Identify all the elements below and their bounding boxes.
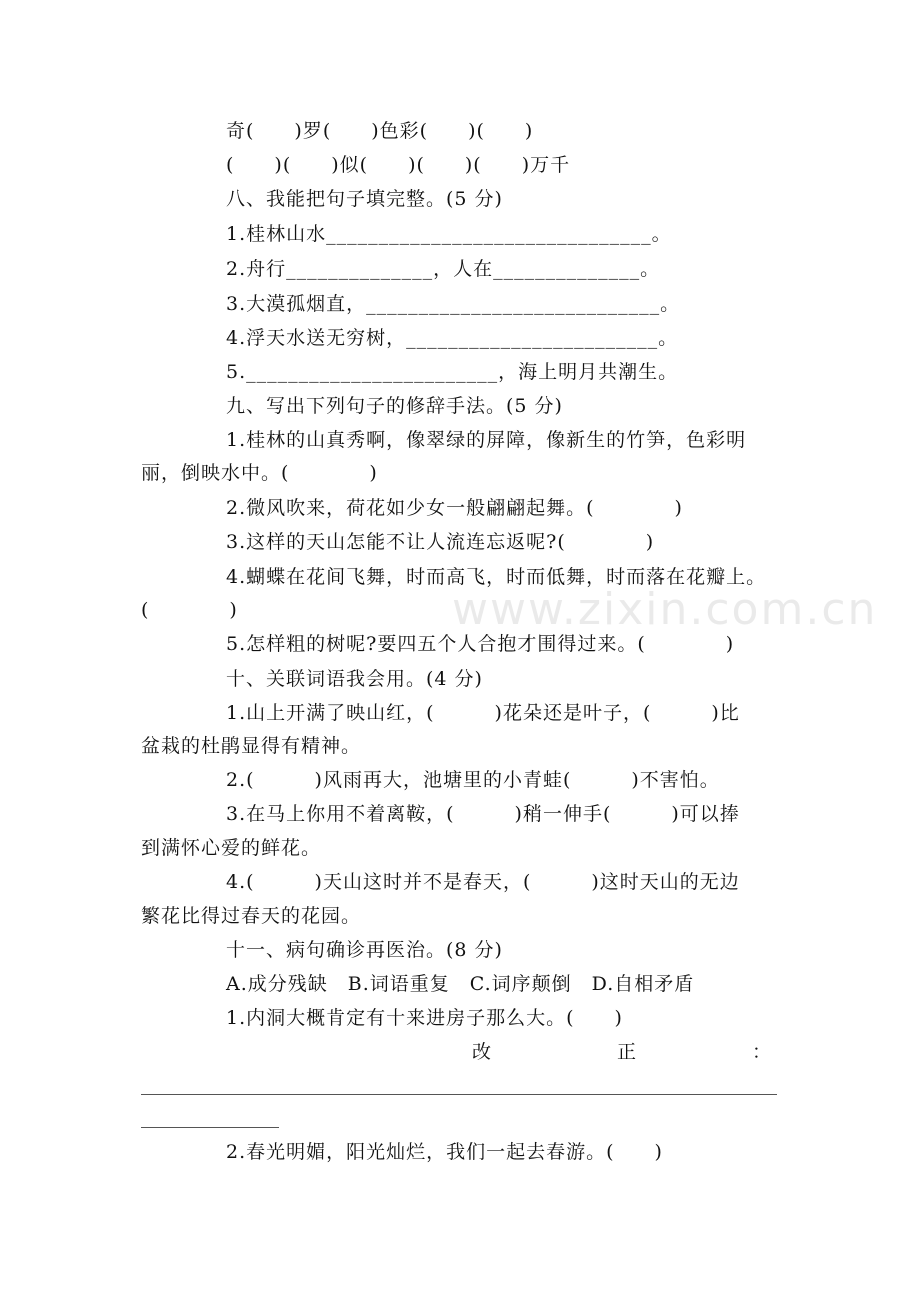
section-11-heading: 十一、病句确诊再医治。(8 分) (226, 939, 503, 961)
section-8-heading: 八、我能把句子填完整。(5 分) (226, 188, 503, 210)
section-8-item-5: 5.________________________，海上明月共潮生。 (226, 361, 679, 383)
section-10-item-3-cont: 到满怀心爱的鲜花。 (141, 837, 322, 859)
correction-label-colon: ： (752, 1041, 773, 1063)
section-10-item-1-cont: 盆栽的杜鹃显得有精神。 (141, 735, 362, 757)
section-10-item-1: 1.山上开满了映山红，( )花朵还是叶子，( )比 (226, 702, 740, 724)
section-10-item-3: 3.在马上你用不着离鞍，( )稍一伸手( )可以捧 (226, 803, 740, 825)
section-9-item-5: 5.怎样粗的树呢?要四五个人合抱才围得过来。( ) (226, 633, 735, 655)
section-9-item-3: 3.这样的天山怎能不让人流连忘返呢?( ) (226, 531, 655, 553)
section-11-item-1: 1.内洞大概肯定有十来进房子那么大。( ) (226, 1007, 623, 1029)
section-11-options: A.成分残缺 B.词语重复 C.词序颠倒 D.自相矛盾 (226, 973, 695, 995)
section-8-item-1: 1.桂林山水_______________________________。 (226, 223, 672, 245)
section-9-heading: 九、写出下列句子的修辞手法。(5 分) (226, 395, 563, 417)
correction-answer-line (141, 1094, 777, 1095)
section-10-item-4: 4.( )天山这时并不是春天，( )这时天山的无边 (226, 871, 740, 893)
section-8-item-4: 4.浮天水送无穷树，________________________。 (226, 327, 679, 349)
idiom-fill-line-2: ( )( )似( )( )( )万千 (226, 154, 571, 176)
section-10-item-2: 2.( )风雨再大，池塘里的小青蛙( )不害怕。 (226, 769, 720, 791)
section-9-item-1: 1.桂林的山真秀啊，像翠绿的屏障，像新生的竹笋，色彩明 (226, 429, 747, 451)
section-10-item-4-cont: 繁花比得过春天的花园。 (141, 905, 362, 927)
section-8-item-3: 3.大漠孤烟直，____________________________。 (226, 293, 681, 315)
section-11-item-2: 2.春光明媚，阳光灿烂，我们一起去春游。( ) (226, 1141, 663, 1163)
watermark: www.zixin.com.cn (452, 584, 878, 635)
correction-label-zheng: 正 (617, 1041, 638, 1063)
section-9-item-2: 2.微风吹来，荷花如少女一般翩翩起舞。( ) (226, 497, 683, 519)
section-9-item-1-cont: 丽，倒映水中。( ) (141, 462, 378, 484)
section-10-heading: 十、关联词语我会用。(4 分) (226, 668, 483, 690)
section-8-item-2: 2.舟行______________，人在______________。 (226, 258, 661, 280)
section-9-item-4: 4.蝴蝶在花间飞舞，时而高飞，时而低舞，时而落在花瓣上。 (226, 566, 767, 588)
idiom-fill-line-1: 奇( )罗( )色彩( )( ) (226, 120, 534, 142)
correction-answer-line-short (141, 1127, 279, 1128)
correction-label-gai: 改 (472, 1041, 493, 1063)
section-9-item-4-cont: ( ) (141, 599, 238, 621)
